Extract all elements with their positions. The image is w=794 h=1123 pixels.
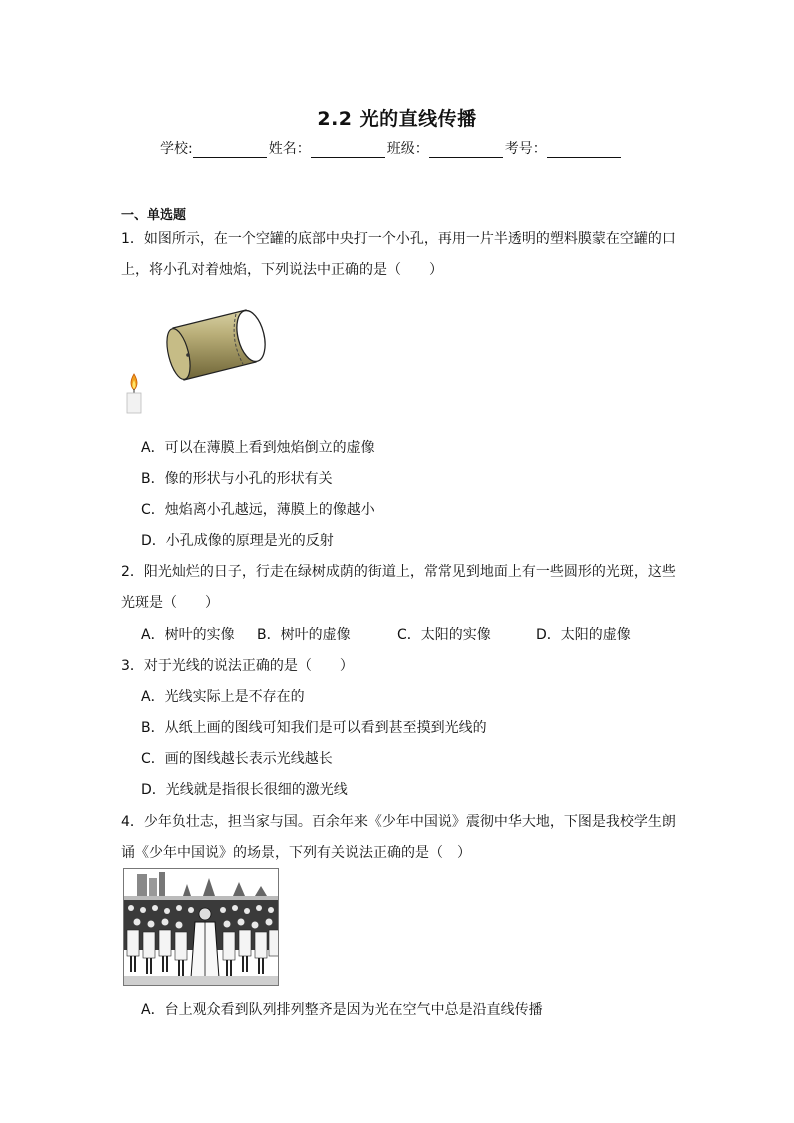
q2-option-d[interactable]: D．太阳的虚像: [536, 627, 631, 643]
page-title: 2.2 光的直线传播: [317, 108, 477, 130]
number-label: 考号：: [504, 141, 547, 157]
name-blank[interactable]: [311, 143, 385, 158]
pinhole-dot: [186, 353, 190, 357]
q2-stem-line-2: 光斑是（ ）: [121, 595, 219, 611]
name-label: 姓名：: [268, 141, 311, 157]
q2-stem-line-1: 2．阳光灿烂的日子，行走在绿树成荫的街道上，常常见到地面上有一些圆形的光斑，这些: [121, 564, 676, 580]
q3-stem-line-1: 3．对于光线的说法正确的是（ ）: [121, 658, 354, 674]
q3-option-b[interactable]: B．从纸上画的图线可知我们是可以看到甚至摸到光线的: [141, 720, 487, 736]
q1-option-c[interactable]: C．烛焰离小孔越远，薄膜上的像越小: [141, 502, 375, 518]
q3-option-d[interactable]: D．光线就是指很长很细的激光线: [141, 782, 348, 798]
recitation-scene-figure: [123, 868, 279, 986]
students-formation-illustration: [123, 868, 279, 986]
q1-option-a[interactable]: A．可以在薄膜上看到烛焰倒立的虚像: [141, 440, 375, 456]
q2-option-b[interactable]: B．树叶的虚像: [257, 627, 351, 643]
q4-option-a[interactable]: A．台上观众看到队列排列整齐是因为光在空气中总是沿直线传播: [141, 1002, 543, 1018]
pinhole-camera-figure: [118, 300, 278, 420]
pinhole-camera-illustration: [118, 300, 278, 420]
q2-option-a[interactable]: A．树叶的实像: [141, 627, 235, 643]
q1-option-b[interactable]: B．像的形状与小孔的形状有关: [141, 471, 333, 487]
q3-option-a[interactable]: A．光线实际上是不存在的: [141, 689, 305, 705]
class-label: 班级：: [386, 141, 429, 157]
q1-stem-line-2: 上，将小孔对着烛焰，下列说法中正确的是（ ）: [121, 262, 443, 278]
number-blank[interactable]: [547, 143, 621, 158]
class-blank[interactable]: [429, 143, 503, 158]
school-label: 学校:: [160, 141, 193, 157]
q4-stem-line-2: 诵《少年中国说》的场景，下列有关说法正确的是（ ）: [121, 845, 471, 861]
q3-option-c[interactable]: C．画的图线越长表示光线越长: [141, 751, 333, 767]
school-blank[interactable]: [193, 143, 267, 158]
q1-stem-line-1: 1．如图所示，在一个空罐的底部中央打一个小孔，再用一片半透明的塑料膜蒙在空罐的口: [121, 231, 676, 247]
student-info-row: [160, 138, 640, 158]
q2-option-c[interactable]: C．太阳的实像: [397, 627, 491, 643]
q4-stem-line-1: 4．少年负壮志，担当家与国。百余年来《少年中国说》震彻中华大地，下图是我校学生朗: [121, 814, 676, 830]
candle-body: [127, 393, 141, 413]
q1-option-d[interactable]: D．小孔成像的原理是光的反射: [141, 533, 334, 549]
section-heading: 一、单选题: [121, 208, 187, 223]
